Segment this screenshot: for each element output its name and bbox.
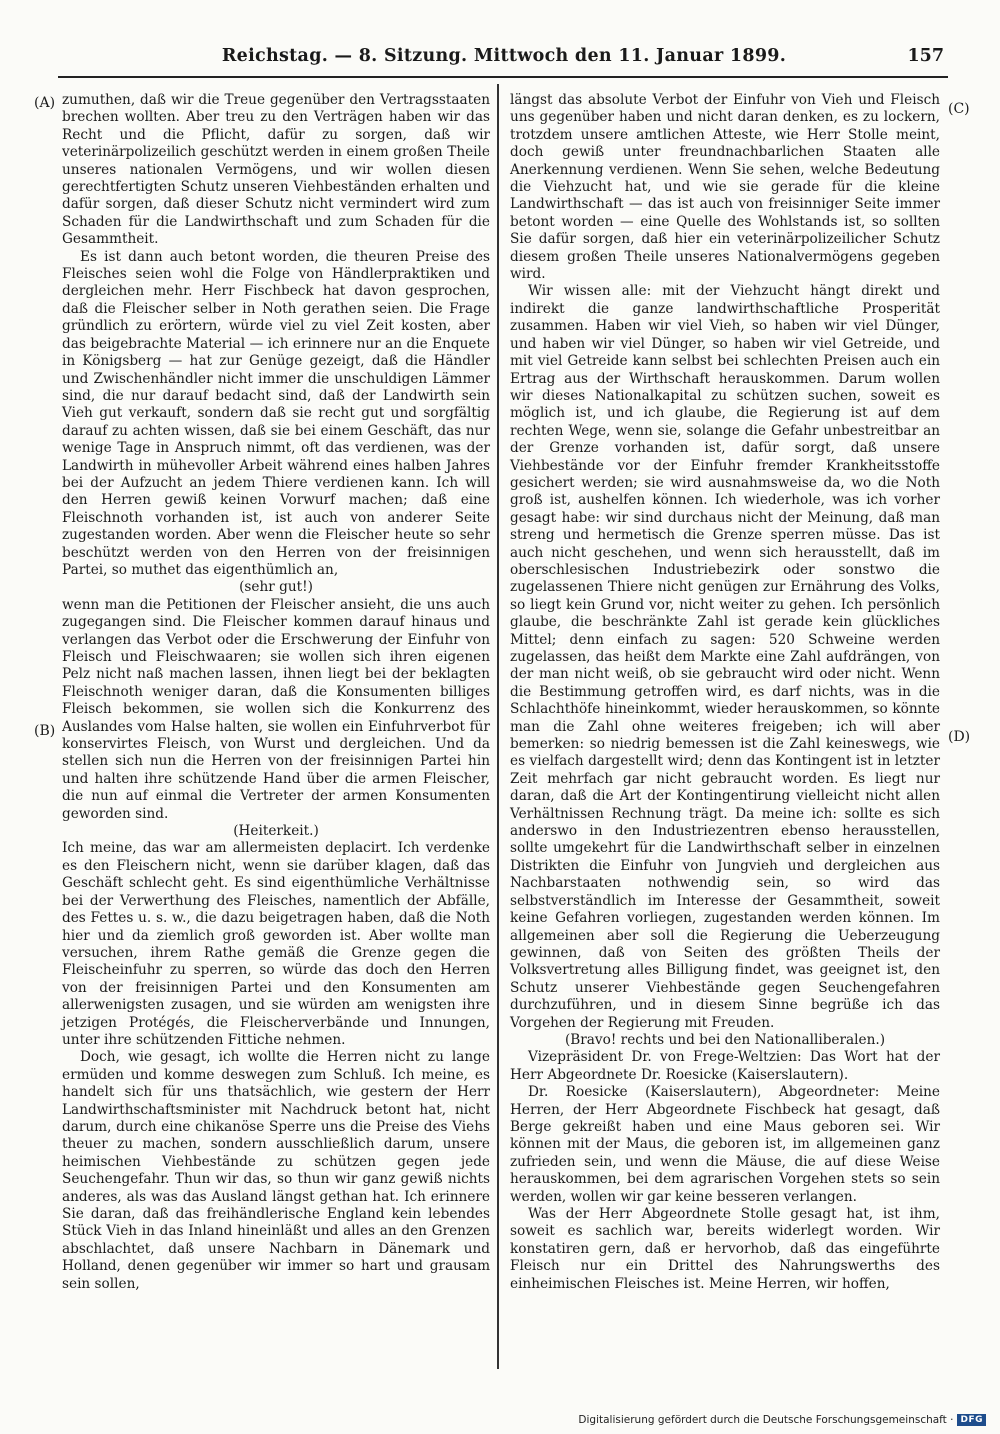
footer-text: Digitalisierung gefördert durch die Deutsche Forschungsgemeinschaft · bbox=[578, 1414, 954, 1426]
running-title: Reichstag. — 8. Sitzung. Mittwoch den 11. Januar 1899. bbox=[221, 46, 787, 66]
margin-marker-c: (C) bbox=[948, 101, 970, 117]
paragraph: zumuthen, daß wir die Treue gegenüber den Vertragsstaaten brechen wollten. Aber treu zu den Verträgen haben wir das Recht und die Pflicht, dafür zu sorgen, daß wir veterinärpolizeilich geschützt werden in einem großen Theile unseres nationalen Vermögens, und wir wollen diesen gerechtfertigten Schutz unseren Viehbeständen erhalten und dafür sorgen, daß dieser Schutz nicht vermindert wird zum Schaden für die Landwirthschaft und zum Schaden für die Gesammtheit. bbox=[62, 92, 490, 248]
dfg-logo: DFG bbox=[957, 1414, 986, 1426]
paragraph: Es ist dann auch betont worden, die theuren Preise des Fleisches seien wohl die Folge von Händlerpraktiken und dergleichen mehr. Herr Fischbeck hat davon gesprochen, daß die Fleischer selber in Noth gerathen seien. Die Frage gründlich zu erörtern, würde viel zu viel Zeit kosten, aber das beigebrachte Material — ich erinnere nur an die Enquete in Königsberg — hat zur Genüge gezeigt, daß die Händler und Zwischenhändler nicht immer die unschuldigen Lämmer sind, die nur darauf bedacht sind, daß der Landwirth sein Vieh gut verkauft, sondern daß sie recht gut und sorgfältig darauf zu achten wissen, daß sie bei einem Geschäft, das nur wenige Tage in Anspruch nimmt, oft das verdienen, was der Landwirth in mühevoller Arbeit während eines halben Jahres bei der Aufzucht an jedem Thiere verdienen kann. Ich will den Herren gewiß keinen Vorwurf machen; daß eine Fleischnoth vorhanden ist, ist auch von anderer Seite zugestanden worden. Aber wenn die Fleischer heute so sehr beschützt werden von den Herren von der freisinnigen Partei, so muthet das eigenthümlich an, bbox=[62, 248, 490, 578]
margin-marker-d: (D) bbox=[948, 729, 971, 745]
paragraph: Ich meine, das war am allermeisten deplacirt. Ich verdenke es den Fleischern nicht, wenn sie darüber klagen, daß das Geschäft schlecht geht. Es sind eigenthümliche Verhältnisse bei der Verwerthung des Fleisches, namentlich der Abfälle, des Fettes u. s. w., die dazu beigetragen haben, daß die Noth hier und da ziemlich groß geworden ist. Aber wollte man versuchen, ihrem Rathe gemäß die Grenze gegen die Fleischeinfuhr zu sperren, so würde das doch den Herren von der freisinnigen Partei und den Konsumenten am allerwenigsten zusagen, und sie würden am wenigsten ihre jetzigen Protégés, die Fleischerverbände und Innungen, unter ihre schützenden Fittiche nehmen. bbox=[62, 840, 490, 1048]
page-header bbox=[64, 46, 944, 72]
paragraph: Dr. Roesicke (Kaiserslautern), Abgeordneter: Meine Herren, der Herr Abgeordnete Fischbeck hat gesagt, daß Berge gekreißt haben und eine Maus geboren sei. Wir können mit der Maus, die geboren ist, im allgemeinen ganz zufrieden sein, und wenn die Mäuse, die auf diese Weise herauskommen, bei dem agrarischen Vorgehen stets so sein werden, wollen wir gar keine besseren verlangen. bbox=[510, 1084, 940, 1205]
footer bbox=[578, 1414, 986, 1426]
header-rule bbox=[58, 76, 948, 78]
left-column bbox=[62, 92, 490, 1293]
paragraph: Vizepräsident Dr. von Frege-Weltzien: Das Wort hat der Herr Abgeordnete Dr. Roesicke (Kaiserslautern). bbox=[510, 1049, 940, 1083]
margin-marker-a: (A) bbox=[34, 95, 56, 111]
page-number: 157 bbox=[907, 46, 944, 66]
right-column bbox=[510, 92, 940, 1293]
paragraph: Was der Herr Abgeordnete Stolle gesagt hat, ist ihm, soweit es sachlich war, bereits widerlegt worden. Wir konstatiren gern, daß er hervorhob, daß das eingeführte Fleisch nur ein Drittel des Nahrungswerths des einheimischen Fleisches ist. Meine Herren, wir hoffen, bbox=[510, 1206, 940, 1292]
interjection: (Heiterkeit.) bbox=[233, 823, 319, 840]
interjection: (Bravo! rechts und bei den Nationalliberalen.) bbox=[564, 1031, 886, 1048]
paragraph: Wir wissen alle: mit der Viehzucht hängt direkt und indirekt die ganze landwirthschaftliche Prosperität zusammen. Haben wir viel Vieh, so haben wir viel Dünger, und haben wir viel Dünger, so haben wir viel Getreide, und mit viel Getreide kann selbst bei schlechten Preisen auch ein Ertrag aus der Wirthschaft herauskommen. Darum wollen wir dieses Nationalkapital zu schützen suchen, soweit es möglich ist, und ich glaube, die Regierung ist auf dem rechten Wege, wenn sie, solange die Gefahr unbestreitbar an der Grenze vorhanden ist, dafür sorgt, daß unsere Viehbestände vor der Einfuhr fremder Krankheitsstoffe gesichert werden; sie wird ausnahmsweise da, wo die Noth groß ist, aushelfen können. Ich wiederhole, was ich vorher gesagt habe: wir sind durchaus nicht der Meinung, daß man streng und hermetisch die Grenze sperren müsse. Das ist auch nicht geschehen, und wenn sich herausstellt, daß im oberschlesischen Industriebezirk oder sonstwo die zugelassenen Thiere nicht genügen zur Ernährung des Volks, so liegt kein Grund vor, nicht weiter zu gehen. Ich persönlich glaube, die beschränkte Zahl ist gerade kein glückliches Mittel; denn einfach zu sagen: 520 Schweine werden zugelassen, das heißt dem Markte eine Zahl aufdrängen, von der man nicht weiß, ob sie gebraucht wird oder nicht. Wenn die Bestimmung getroffen wird, es darf nichts, was in die Schlachthöfe hineinkommt, wieder herauskommen, so könnte man die Zahl ohne weiteres freigeben; ich will aber bemerken: so niedrig bemessen ist die Zahl keineswegs, wie es vielfach dargestellt wird; denn das Kontingent ist in letzter Zeit mehrfach gar nicht gebraucht worden. Es liegt nur daran, daß die Art der Kontingentirung vielleicht nicht allen Verhältnissen Rechnung trägt. Da meine ich: sollte es sich anderswo in den Industriezentren ebenso herausstellen, sollte umgekehrt für die Landwirthschaft selber in einzelnen Distrikten die Einfuhr von Jungvieh und dergleichen aus Nachbarstaaten nothwendig sein, so wird das selbstverständlich im Interesse der Gesammtheit, soweit keine Gefahren vorliegen, zugestanden werden können. Im allgemeinen aber soll die Regierung die Ueberzeugung gewinnen, daß von Seiten des größten Theils der Volksvertretung alles Billigung findet, was geeignet ist, den Schutz unserer Viehbestände gegen Seuchengefahren durchzuführen, und in diesem Sinne begrüße ich das Vorgehen der Regierung mit Freuden. bbox=[510, 283, 940, 1031]
margin-marker-b: (B) bbox=[34, 723, 56, 739]
column-divider bbox=[497, 84, 499, 1369]
interjection: (sehr gut!) bbox=[239, 579, 313, 596]
paragraph: wenn man die Petitionen der Fleischer ansieht, die uns auch zugegangen sind. Die Fleischer kommen darauf hinaus und verlangen das Verbot oder die Erschwerung der Einfuhr von Fleisch und Fleischwaaren; sie wollen sich ihren eigenen Pelz nicht naß machen lassen, ihnen liegt bei der beklagten Fleischnoth weniger daran, daß die Konsumenten billiges Fleisch bekommen, sie wollen sich die Konkurrenz des Auslandes vom Halse halten, sie wollen ein Einfuhrverbot für konservirtes Fleisch, von Wurst und dergleichen. Und da stellen sich nun die Herren von der freisinnigen Partei hin und halten ihre schützende Hand über die armen Fleischer, die nun auf einmal die Vertreter der armen Konsumenten geworden sind. bbox=[62, 596, 490, 822]
paragraph: Doch, wie gesagt, ich wollte die Herren nicht zu lange ermüden und komme deswegen zum Schluß. Ich meine, es handelt sich für uns thatsächlich, wie gestern der Herr Landwirthschaftsminister mit Nachdruck betont hat, nicht darum, durch eine chikanöse Sperre uns die Preise des Viehs theuer zu machen, sondern ausschließlich darum, unsere heimischen Viehbestände zu schützen gegen jede Seuchengefahr. Thun wir das, so thun wir ganz gewiß nichts anderes, als was das Ausland längst gethan hat. Ich erinnere Sie daran, daß das freihändlerische England kein lebendes Stück Vieh in das Inland hineinläßt und alles an den Grenzen abschlachtet, daß unsere Nachbarn in Dänemark und Holland, denen gegenüber wir immer so hart und grausam sein sollen, bbox=[62, 1049, 490, 1292]
paragraph: längst das absolute Verbot der Einfuhr von Vieh und Fleisch uns gegenüber haben und nicht daran denken, es zu lockern, trotzdem unsere amtlichen Atteste, wie Herr Stolle meint, doch gewiß unter freundnachbarlichen Staaten alle Anerkennung verdienen. Wenn Sie sehen, welche Bedeutung die Viehzucht hat, und wie sie gerade für die kleine Landwirthschaft — das ist auch von freisinniger Seite immer betont worden — eine Quelle des Wohlstands ist, so sollten Sie dafür sorgen, daß hier ein veterinärpolizeilicher Schutz diesem großen Theile unseres Nationalvermögens gegeben wird. bbox=[510, 92, 940, 283]
